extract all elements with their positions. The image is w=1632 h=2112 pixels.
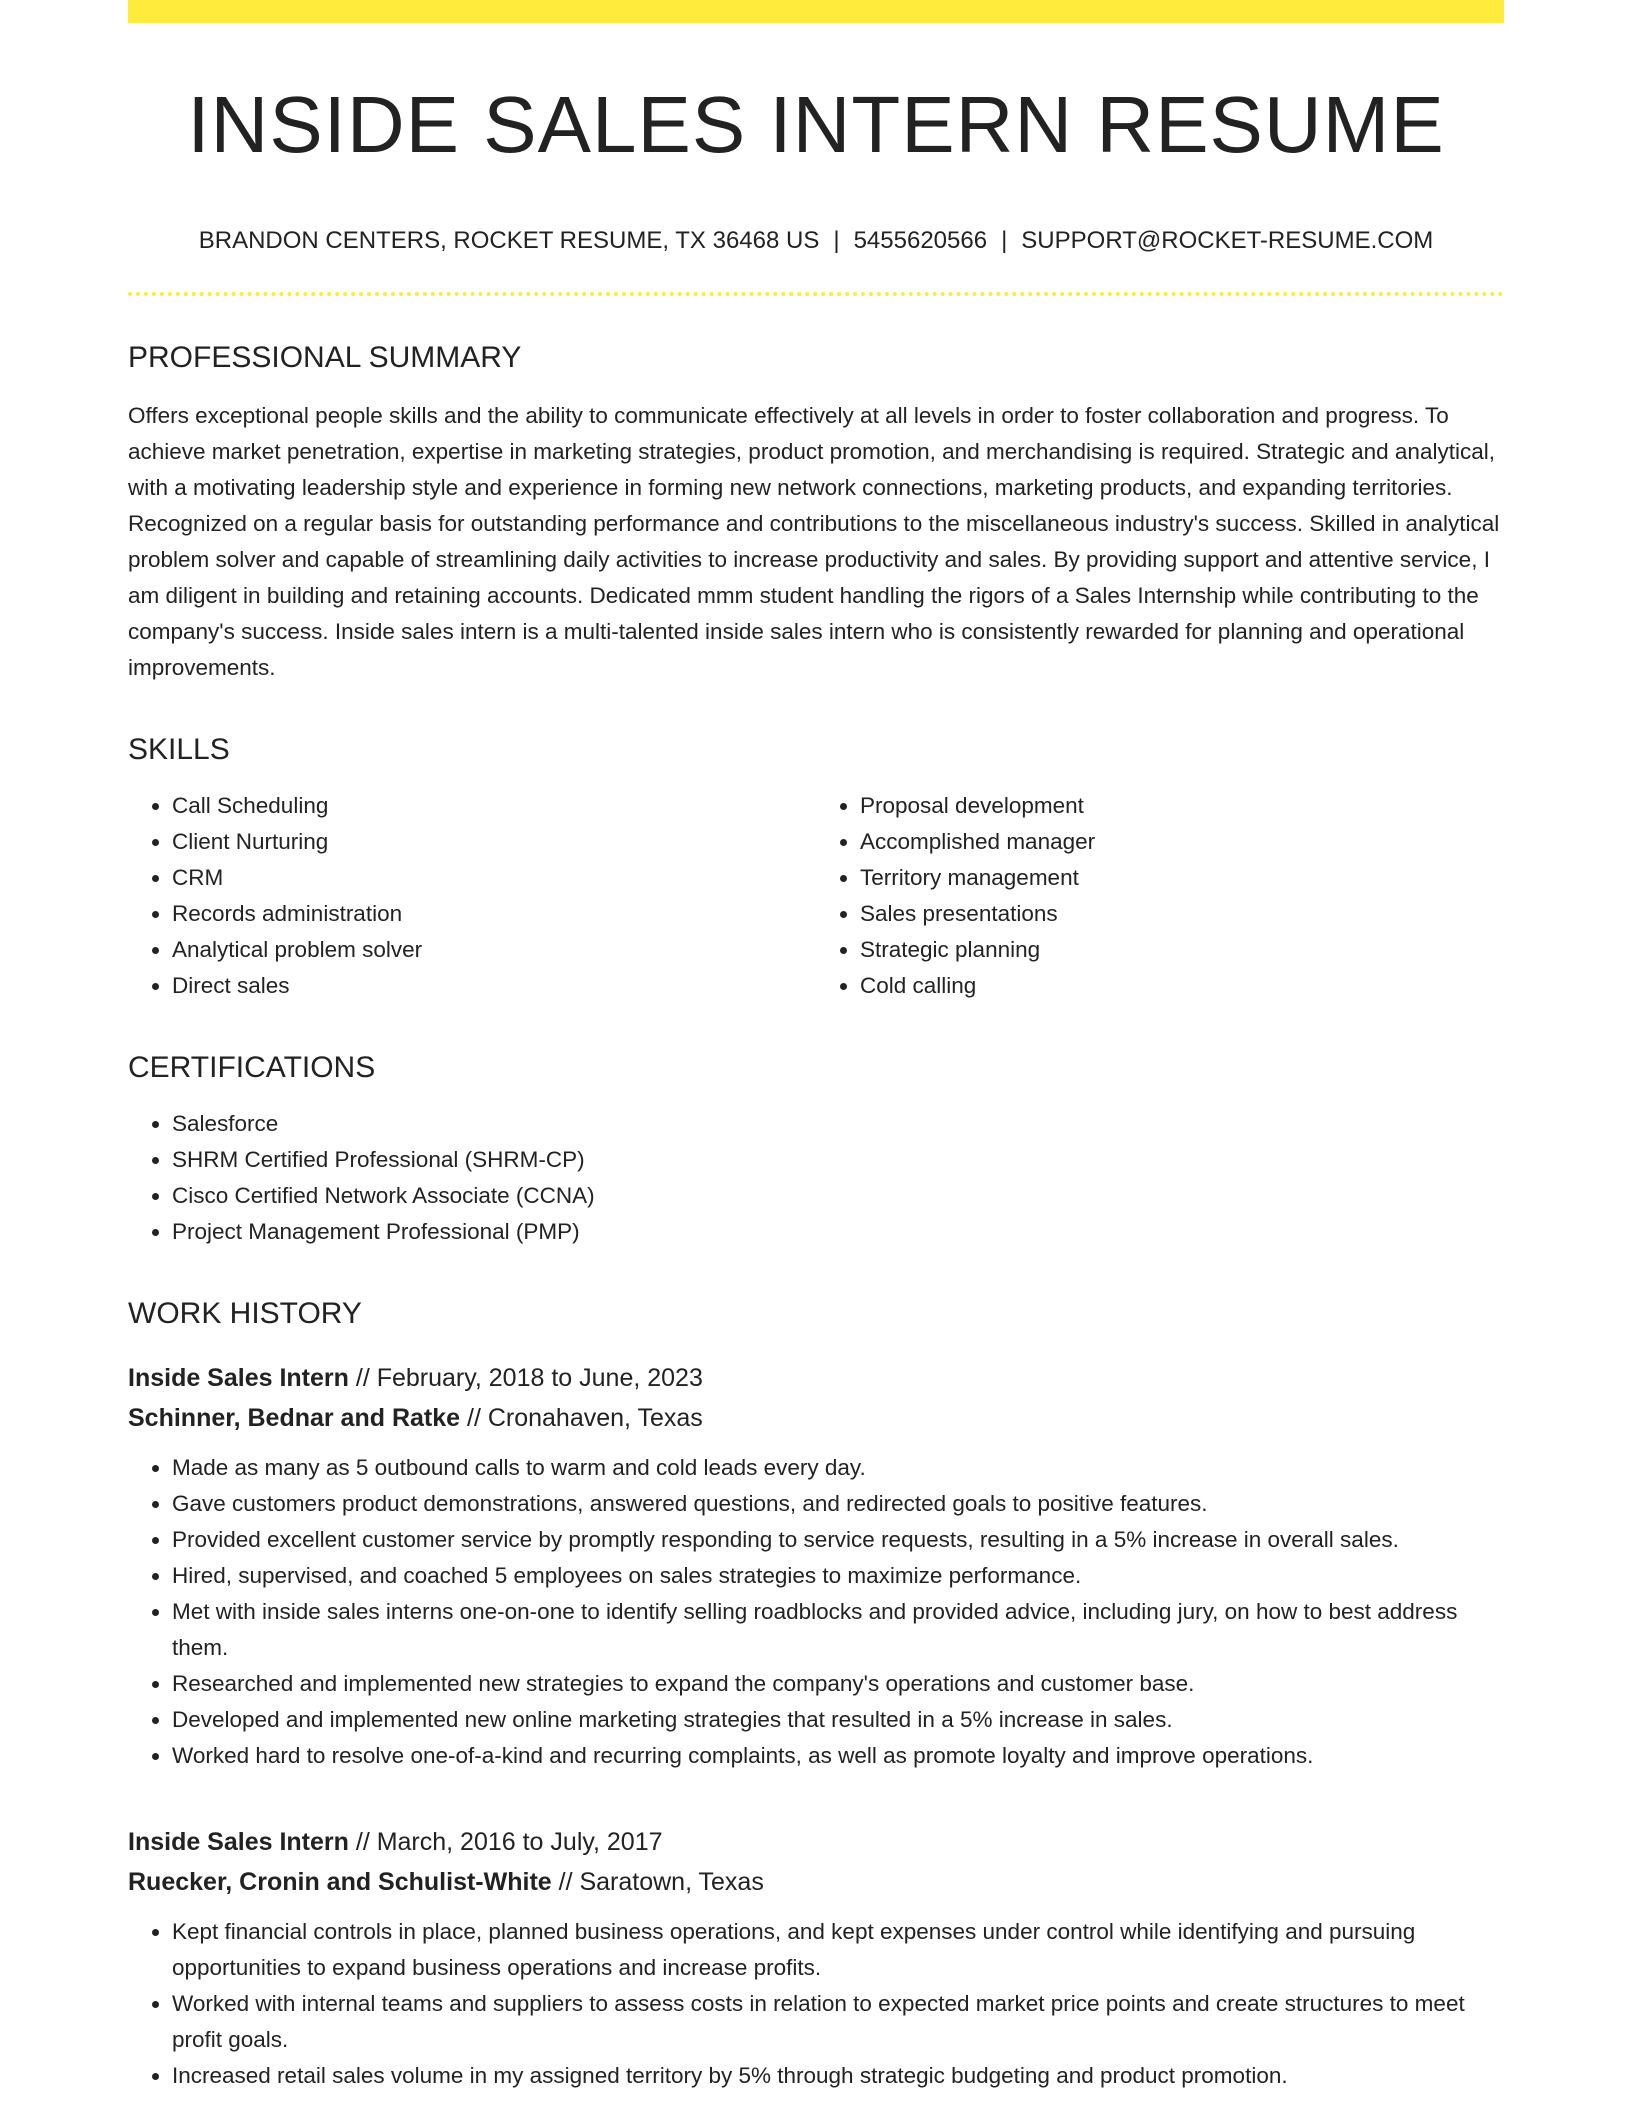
job-duty-item: • Researched and implemented new strategies to expand the company's operations and customer base. [172,1666,1504,1702]
job-company: Schinner, Bednar and Ratke [128,1403,461,1432]
certifications-list [128,1106,1504,1250]
contact-separator: | [1001,227,1008,254]
job-title: Inside Sales Intern [128,1363,349,1392]
contact-phone: 5455620566 [853,227,988,254]
skill-item: • Client Nurturing [172,824,816,860]
contact-address: BRANDON CENTERS, ROCKET RESUME, TX 36468 US [198,227,820,254]
contact-line [128,227,1504,256]
job-dates: // February, 2018 to June, 2023 [348,1363,703,1392]
job-company: Ruecker, Cronin and Schulist-White [128,1867,552,1896]
job-entry [128,1358,1504,1774]
skills-left-list [128,788,816,1004]
skill-item: • CRM [172,860,816,896]
job-entry [128,1822,1504,2094]
job-location: // Saratown, Texas [551,1867,764,1896]
job-duty-item: • Made as many as 5 outbound calls to warm and cold leads every day. [172,1450,1504,1486]
skill-item: • Call Scheduling [172,788,816,824]
summary-section [128,340,1504,686]
dotted-divider [128,292,1504,296]
job-company-line [128,1398,1504,1438]
job-title-line [128,1822,1504,1862]
work-history-section [128,1296,1504,2094]
job-duty-item: • Worked hard to resolve one-of-a-kind and recurring complaints, as well as promote loyalty and improve operations. [172,1738,1504,1774]
job-duty-item: • Worked with internal teams and suppliers to assess costs in relation to expected market price points and create structures to meet profit goals. [172,1986,1504,2058]
job-duty-item: • Kept financial controls in place, planned business operations, and kept expenses under control while identifying and pursuing opportunities to expand business operations and increase profits. [172,1914,1504,1986]
skill-item: • Analytical problem solver [172,932,816,968]
skill-item: • Records administration [172,896,816,932]
job-duties-list [128,1450,1504,1774]
job-location: // Cronahaven, Texas [460,1403,703,1432]
job-duty-item: • Provided excellent customer service by promptly responding to service requests, resulting in a 5% increase in overall sales. [172,1522,1504,1558]
skill-item: • Accomplished manager [860,824,1504,860]
jobs-container [128,1358,1504,2094]
summary-text: Offers exceptional people skills and the ability to communicate effectively at all levels in order to foster collaboration and progress. To achieve market penetration, expertise in marketing strategies, product promotion, and merchandising is required. Strategic and analytical, with a motivating leadership style and experience in forming new network connections, marketing products, and expanding territories. Recognized on a regular basis for outstanding performance and contributions to the miscellaneous industry's success. Skilled in analytical problem solver and capable of streamlining daily activities to increase productivity and sales. By providing support and attentive service, I am diligent in building and retaining accounts. Dedicated mmm student handling the rigors of a Sales Internship while contributing to the company's success. Inside sales intern is a multi-talented inside sales intern who is consistently rewarded for planning and operational improvements. [128,402,1500,680]
certifications-heading: CERTIFICATIONS [128,1050,376,1084]
job-duties-list [128,1914,1504,2094]
certifications-section [128,1050,1504,1250]
skills-heading: SKILLS [128,732,230,766]
resume-title: INSIDE SALES INTERN RESUME [187,80,1445,169]
skill-item: • Direct sales [172,968,816,1004]
skill-item: • Territory management [860,860,1504,896]
skills-right-list [816,788,1504,1004]
skills-section [128,732,1504,1004]
certification-item: • Project Management Professional (PMP) [172,1214,1504,1250]
job-title-line [128,1358,1504,1398]
certification-item: • Cisco Certified Network Associate (CCNA) [172,1178,1504,1214]
certification-item: • SHRM Certified Professional (SHRM-CP) [172,1142,1504,1178]
skill-item: • Sales presentations [860,896,1504,932]
skill-item: • Strategic planning [860,932,1504,968]
job-duty-item: • Gave customers product demonstrations, answered questions, and redirected goals to positive features. [172,1486,1504,1522]
contact-separator: | [833,227,840,254]
contact-email: SUPPORT@ROCKET-RESUME.COM [1021,227,1434,254]
resume-page [128,0,1504,2112]
job-duty-item: • Developed and implemented new online marketing strategies that resulted in a 5% increase in sales. [172,1702,1504,1738]
accent-top-bar [128,0,1504,23]
job-duty-item: • Increased retail sales volume in my assigned territory by 5% through strategic budgeting and product promotion. [172,2058,1504,2094]
job-dates: // March, 2016 to July, 2017 [348,1827,663,1856]
job-company-line [128,1862,1504,1902]
summary-heading: PROFESSIONAL SUMMARY [128,340,522,374]
skill-item: • Proposal development [860,788,1504,824]
work-history-heading: WORK HISTORY [128,1296,362,1330]
job-title: Inside Sales Intern [128,1827,349,1856]
certification-item: • Salesforce [172,1106,1504,1142]
skills-grid [128,788,1504,1004]
skill-item: • Cold calling [860,968,1504,1004]
job-duty-item: • Met with inside sales interns one-on-one to identify selling roadblocks and provided advice, including jury, on how to best address them. [172,1594,1504,1666]
job-duty-item: • Hired, supervised, and coached 5 employees on sales strategies to maximize performance. [172,1558,1504,1594]
